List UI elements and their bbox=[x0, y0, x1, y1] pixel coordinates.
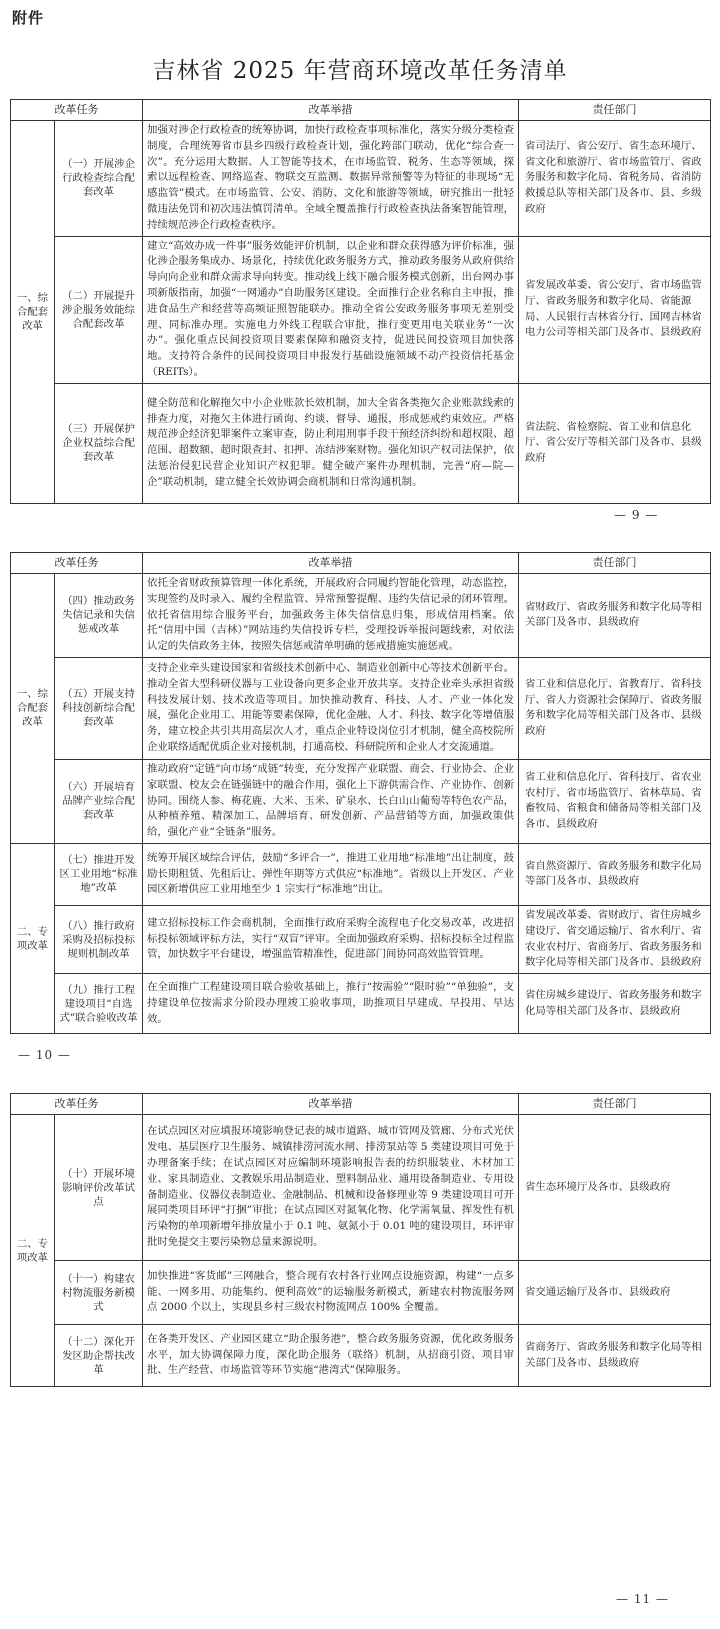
task-cell: （七）推进开发区工业用地“标准地”改革 bbox=[55, 843, 143, 905]
dept-cell: 省商务厅、省政务服务和数字化局等相关部门及各市、县级政府 bbox=[519, 1325, 711, 1387]
measure-cell: 统筹开展区域综合评估，鼓励“多评合一”，推进工业用地“标准地”出让制度，鼓励长期租赁、先租后让、弹性年期等方式供应“标准地”。省级以上开发区、产业园区新增供应工业用地至少 1 宗实行“标准地”出让。 bbox=[143, 843, 519, 905]
task-table-page-9 bbox=[10, 99, 711, 504]
header-measure: 改革举措 bbox=[143, 1094, 519, 1115]
task-table-page-10 bbox=[10, 552, 711, 1034]
dept-cell: 省发展改革委、省财政厅、省住房城乡建设厅、省交通运输厅、省水利厅、省农业农村厅、省商务厅、省政务服务和数字化局等相关部门及各市、县级政府 bbox=[519, 905, 711, 973]
category-cell: 二、专项改革 bbox=[11, 843, 55, 1033]
header-task: 改革任务 bbox=[11, 100, 143, 121]
task-cell: （三）开展保护企业权益综合配套改革 bbox=[55, 383, 143, 503]
table-row bbox=[11, 905, 711, 973]
dept-cell: 省财政厅、省政务服务和数字化局等相关部门及各市、县级政府 bbox=[519, 574, 711, 658]
measure-cell: 在各类开发区、产业园区建立“助企服务港”，整合政务服务资源，优化政务服务水平，加大协调保障力度，深化助企服务（联络）机制，从招商引资、项目审批、生产经营、市场监管等环节实施“港湾式”保障服务。 bbox=[143, 1325, 519, 1387]
task-table-page-11 bbox=[10, 1093, 711, 1387]
task-cell: （六）开展培育品牌产业综合配套改革 bbox=[55, 759, 143, 843]
dept-cell: 省工业和信息化厅、省教育厅、省科技厅、省人力资源社会保障厅、省政务服务和数字化局等相关部门及各市、县级政府 bbox=[519, 657, 711, 759]
table-row bbox=[11, 657, 711, 759]
dept-cell: 省住房城乡建设厅、省政务服务和数字化局等相关部门及各市、县级政府 bbox=[519, 974, 711, 1034]
measure-cell: 加快推进“客货邮”三网融合，整合现有农村各行业网点设施资源，构建“一点多能、一网多用、功能集约、便利高效”的运输服务新模式，新建农村物流服务网点 2000 个以上，实现县乡村三级农村物流网点 100% 全覆盖。 bbox=[143, 1261, 519, 1325]
measure-cell: 依托全省财政预算管理一体化系统，开展政府合同履约智能化管理，动态监控，实现签约及时录入、履约全程监管、异常预警提醒、违约失信记录的闭环管理。依托省信用综合服务平台，加强政务主体失信信息归集，形成信用档案。依托“信用中国（吉林）”网站违约失信投诉专栏，受理投诉举报问题线索，对依法认定的失信政务主体，按照失信惩戒清单明确的惩戒措施实施惩戒。 bbox=[143, 574, 519, 658]
measure-cell: 推动政府“定链”向市场“成链”转变，充分发挥产业联盟、商会、行业协会、企业家联盟、校友会在链强链中的融合作用，强化上下游供需合作、产业协作、创新协同。围绕人参、梅花鹿、大米、玉米、矿泉水、长白山山葡萄等特色农产品，从种植养殖、精深加工、品牌培育、研发创新、产品营销等方面，加强政策供给，强化产业“全链条”服务。 bbox=[143, 759, 519, 843]
page-number: — 9 — bbox=[614, 508, 659, 522]
header-task: 改革任务 bbox=[11, 1094, 143, 1115]
table-row bbox=[11, 236, 711, 383]
table-row bbox=[11, 1115, 711, 1261]
table-header-row bbox=[11, 553, 711, 574]
task-cell: （八）推行政府采购及招标投标规则机制改革 bbox=[55, 905, 143, 973]
header-dept: 责任部门 bbox=[519, 553, 711, 574]
dept-cell: 省司法厅、省公安厅、省生态环境厅、省文化和旅游厅、省市场监管厅、省政务服务和数字化局、省税务局、省消防救援总队等相关部门及各市、县、乡级政府 bbox=[519, 121, 711, 237]
header-dept: 责任部门 bbox=[519, 1094, 711, 1115]
task-cell: （五）开展支持科技创新综合配套改革 bbox=[55, 657, 143, 759]
table-header-row bbox=[11, 100, 711, 121]
task-cell: （十二）深化开发区助企帮扶改革 bbox=[55, 1325, 143, 1387]
task-cell: （一）开展涉企行政检查综合配套改革 bbox=[55, 121, 143, 237]
dept-cell: 省交通运输厅及各市、县级政府 bbox=[519, 1261, 711, 1325]
header-dept: 责任部门 bbox=[519, 100, 711, 121]
header-measure: 改革举措 bbox=[143, 100, 519, 121]
measure-cell: 在全面推广工程建设项目联合验收基础上，推行“按需验”“限时验”“单独验”，支持建设单位按需求分阶段办理竣工验收事项，助推项目早建成、早投用、早达效。 bbox=[143, 974, 519, 1034]
task-cell: （十）开展环境影响评价改革试点 bbox=[55, 1115, 143, 1261]
measure-cell: 建立“高效办成一件事”服务效能评价机制，以企业和群众获得感为评价标准，强化涉企服务集成办、场景化，持续优化政务服务方式，推动政务服务从政府供给导向向企业和群众需求导向转变。推动线上线下融合服务模式创新，出台网办事项新版指南，加强“一网通办”自助服务区建设。全面推行企业名称自主申报，推进食品生产和经营等高频证照智能联办。推动全省公安政务服务事项无差别受理、同标准办理。实施电力外线工程联合审批，推行变更用电关联业务“一次办”。强化重点民间投资项目要素保障和融资支持，促进民间投资项目加快落地。支持符合条件的民间投资项目申报发行基础设施领域不动产投资信托基金（REITs）。 bbox=[143, 236, 519, 383]
category-cell: 一、综合配套改革 bbox=[11, 574, 55, 844]
table-row bbox=[11, 1325, 711, 1387]
task-cell: （九）推行工程建设项目“自选式”联合验收改革 bbox=[55, 974, 143, 1034]
page-number: — 10 — bbox=[18, 1048, 71, 1062]
measure-cell: 在试点园区对应填报环境影响登记表的城市道路、城市管网及管廊、分布式光伏发电、基层医疗卫生服务、城镇排涝河流水闸、排涝泵站等 5 类建设项目可免于办理备案手续；在试点园区对应编制环境影响报告表的纺织服装业、木材加工业、家具制造业、文教娱乐用品制造业、塑料制品业、通用设备制造业、专用设备制造业、仪器仪表制造业、金融制品、机械和设备修理业等 9 类建设项目可开展同类项目环评“打捆”审批；在试点园区对氮氧化物、化学需氧量、挥发性有机污染物的单项新增年排放量小于 0.1 吨、氨氮小于 0.01 吨的建设项目，环评审批时免提交主要污染物总量来源说明。 bbox=[143, 1115, 519, 1261]
dept-cell: 省工业和信息化厅、省科技厅、省农业农村厅、省市场监管厅、省林草局、省畜牧局、省粮食和储备局等相关部门及各市、县级政府 bbox=[519, 759, 711, 843]
task-cell: （二）开展提升涉企服务效能综合配套改革 bbox=[55, 236, 143, 383]
measure-cell: 建立招标投标工作会商机制，全面推行政府采购全流程电子化交易改革，改进招标投标领域评标方法，实行“双盲”评审。全面加强政府采购、招标投标全过程监管，加快数字平台建设，增强监管精准性，促进部门间协同高效监管管理。 bbox=[143, 905, 519, 973]
table-row bbox=[11, 974, 711, 1034]
header-task: 改革任务 bbox=[11, 553, 143, 574]
table-row bbox=[11, 1261, 711, 1325]
table-row bbox=[11, 843, 711, 905]
task-cell: （十一）构建农村物流服务新模式 bbox=[55, 1261, 143, 1325]
table-header-row bbox=[11, 1094, 711, 1115]
dept-cell: 省自然资源厅、省政务服务和数字化局等部门及各市、县级政府 bbox=[519, 843, 711, 905]
category-cell: 二、专项改革 bbox=[11, 1115, 55, 1387]
task-cell: （四）推动政务失信记录和失信惩戒改革 bbox=[55, 574, 143, 658]
attachment-label: 附件 bbox=[12, 9, 45, 27]
category-cell: 一、综合配套改革 bbox=[11, 121, 55, 504]
dept-cell: 省生态环境厅及各市、县级政府 bbox=[519, 1115, 711, 1261]
header-measure: 改革举措 bbox=[143, 553, 519, 574]
dept-cell: 省发展改革委、省公安厅、省市场监管厅、省政务服务和数字化局、省能源局、人民银行吉林省分行、国网吉林省电力公司等相关部门及各市、县级政府 bbox=[519, 236, 711, 383]
table-row bbox=[11, 759, 711, 843]
page-number: — 11 — bbox=[616, 1592, 669, 1606]
dept-cell: 省法院、省检察院、省工业和信息化厅、省公安厅等相关部门及各市、县级政府 bbox=[519, 383, 711, 503]
measure-cell: 支持企业牵头建设国家和省级技术创新中心、制造业创新中心等技术创新平台。推动全省大型科研仪器与工业设备向更多企业开放共享。支持企业牵头承担省级科技发展计划、技术改造等项目。加快推动教育、科技、人才、产业一体化发展，强化企业用工、用能等要素保障，优化金融、人才、科技、数字化等增值服务，建立校企共引共用高层次人才，重点企业特设岗位引才机制，健全高校院所企业联络适配优质企业对接机制，打通高校、科研院所和企业人才交流通道。 bbox=[143, 657, 519, 759]
measure-cell: 健全防范和化解拖欠中小企业账款长效机制，加大全省各类拖欠企业账款线索的排查力度，对拖欠主体进行函询、约谈、督导、通报，形成惩戒约束效应。严格规范涉企经济犯罪案件立案审查，防止利用刑事手段干预经济纠纷和超权限、超范围、超数额、超时限查封、扣押、冻结涉案财物。强化知识产权司法保护，依法惩治侵犯民营企业知识产权犯罪。健全破产案件办理机制，完善“府—院—企”联动机制，建立健全长效协调会商机制和日常沟通机制。 bbox=[143, 383, 519, 503]
measure-cell: 加强对涉企行政检查的统筹协调，加快行政检查事项标准化，落实分级分类检查制度，合理统筹省市县乡四级行政检查计划，强化跨部门联动，优化“综合查一次”。充分运用大数据、人工智能等技术，在市场监管、税务、生态等领域，探索以远程检查、网络巡查、物联交互监测、数据异常预警等为特征的非现场“无感监管”模式。在市场监管、公安、消防、文化和旅游等领域，研究推出一批轻微违法免罚和初次违法慎罚清单。全域全覆盖推行行政检查执法备案智能管理，持续规范涉企行政检查秩序。 bbox=[143, 121, 519, 237]
table-row bbox=[11, 121, 711, 237]
table-row bbox=[11, 574, 711, 658]
table-row bbox=[11, 383, 711, 503]
page-title: 吉林省 2025 年营商环境改革任务清单 bbox=[152, 58, 568, 84]
